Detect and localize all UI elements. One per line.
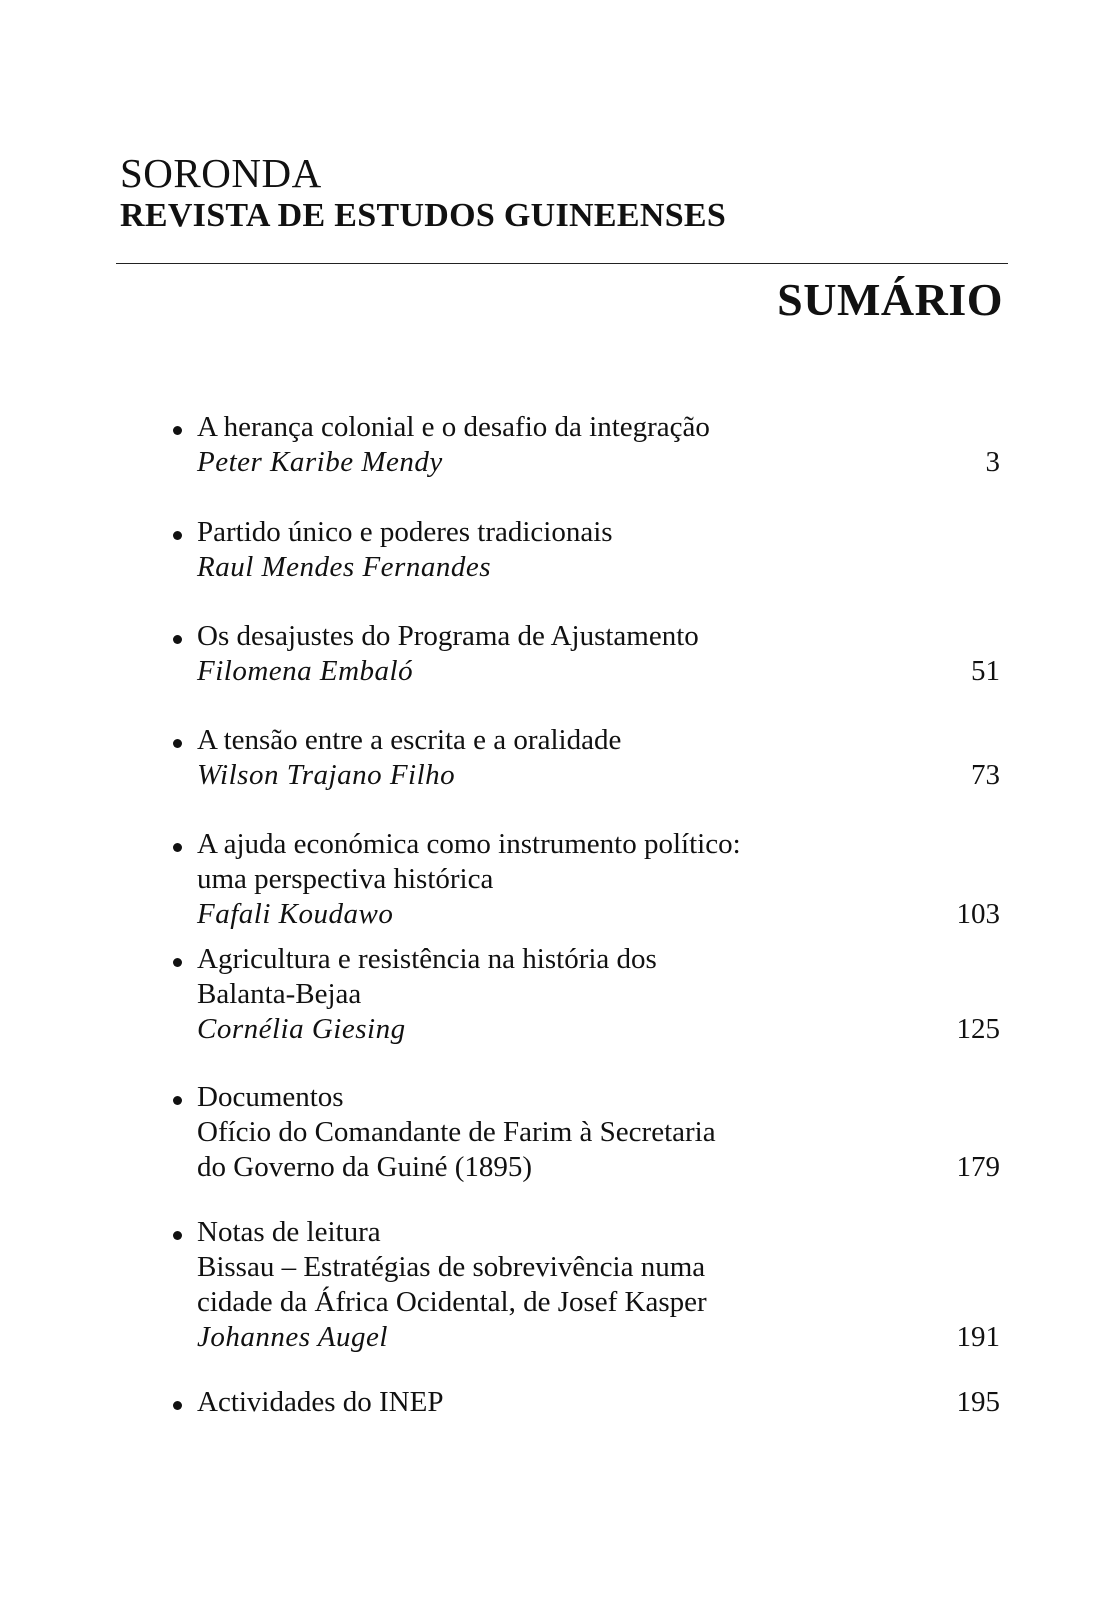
entry-title: Agricultura e resistência na história dos <box>197 943 657 975</box>
bullet-icon <box>173 958 182 967</box>
bullet-icon <box>173 843 182 852</box>
bullet-icon <box>173 1096 182 1105</box>
bullet-icon <box>173 739 182 748</box>
toc-entry <box>170 410 1000 480</box>
entry-page-number: 125 <box>956 1013 1000 1045</box>
bullet-icon <box>173 635 182 644</box>
entry-title-continued: Bissau – Estratégias de sobrevivência numa <box>197 1251 706 1283</box>
entry-title-continued: do Governo da Guiné (1895) <box>197 1151 533 1183</box>
entry-page-number: 51 <box>971 655 1000 687</box>
toc-entry <box>170 1080 1000 1185</box>
toc-entry <box>170 515 1000 585</box>
entry-page-number: 73 <box>971 759 1000 791</box>
entry-author: Wilson Trajano Filho <box>197 759 456 791</box>
table-of-contents <box>170 0 1000 1600</box>
entry-title-continued: cidade da África Ocidental, de Josef Kasper <box>197 1286 707 1318</box>
bullet-icon <box>173 531 182 540</box>
entry-title-continued: Balanta-Bejaa <box>197 978 362 1010</box>
toc-title: SUMÁRIO <box>777 274 1003 325</box>
toc-entry <box>170 827 1000 932</box>
entry-page-number: 179 <box>956 1151 1000 1183</box>
entry-page-number: 195 <box>956 1386 1000 1418</box>
entry-author: Johannes Augel <box>197 1321 388 1353</box>
entry-title: Partido único e poderes tradicionais <box>197 516 613 548</box>
toc-entry <box>170 619 1000 689</box>
entry-title: Notas de leitura <box>197 1216 381 1248</box>
entry-title: A tensão entre a escrita e a oralidade <box>197 724 622 756</box>
toc-entry <box>170 942 1000 1047</box>
bullet-icon <box>173 1401 182 1410</box>
entry-page-number: 191 <box>956 1321 1000 1353</box>
entry-author: Raul Mendes Fernandes <box>197 551 491 583</box>
bullet-icon <box>173 426 182 435</box>
entry-title: Actividades do INEP <box>197 1386 444 1418</box>
entry-title-continued: Ofício do Comandante de Farim à Secretaria <box>197 1116 716 1148</box>
entry-title-continued: uma perspectiva histórica <box>197 863 494 895</box>
entry-title: Os desajustes do Programa de Ajustamento <box>197 620 699 652</box>
toc-entry <box>170 723 1000 793</box>
entry-author: Cornélia Giesing <box>197 1013 406 1045</box>
toc-entry <box>170 1215 1000 1355</box>
entry-author: Peter Karibe Mendy <box>197 446 443 478</box>
entry-page-number: 3 <box>985 446 1000 478</box>
toc-entry <box>170 1385 1000 1420</box>
entry-page-number: 103 <box>956 898 1000 930</box>
entry-author: Filomena Embaló <box>197 655 414 687</box>
bullet-icon <box>173 1231 182 1240</box>
entry-title: Documentos <box>197 1081 344 1113</box>
entry-title: A ajuda económica como instrumento político: <box>197 828 741 860</box>
entry-author: Fafali Koudawo <box>197 898 394 930</box>
entry-title: A herança colonial e o desafio da integração <box>197 411 710 443</box>
journal-subtitle: REVISTA DE ESTUDOS GUINEENSES <box>120 197 727 234</box>
journal-name: SORONDA <box>120 150 322 196</box>
